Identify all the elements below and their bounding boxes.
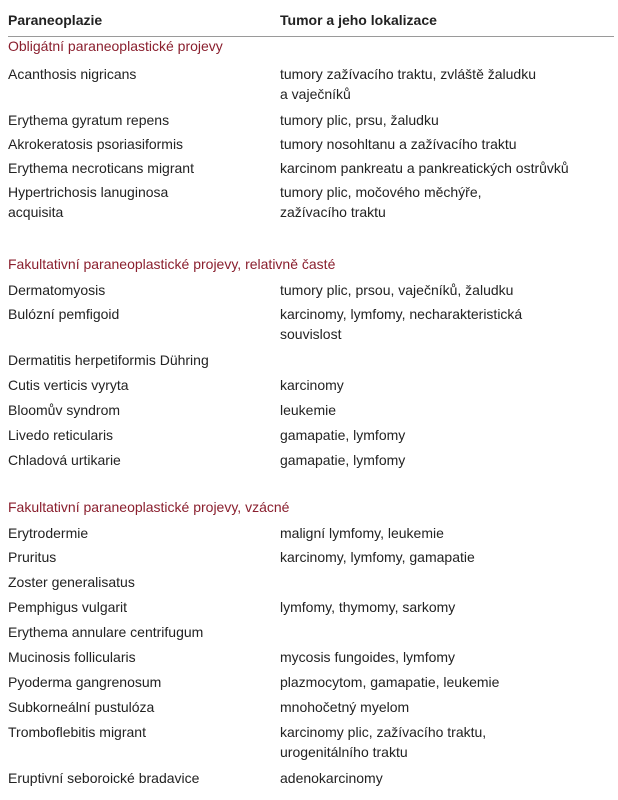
section-title-fakultativni-caste: Fakultativní paraneoplastické projevy, relativně časté — [8, 256, 336, 272]
paraneoplazie-text: Erythema annulare centrifugum — [8, 624, 204, 640]
paraneoplazie-text: Pyoderma gangrenosum — [8, 674, 162, 690]
paraneoplazie-text: Dermatitis herpetiformis Dühring — [8, 352, 209, 368]
paraneoplazie-cell — [8, 350, 273, 370]
paraneoplazie-text: Dermatomyosis — [8, 282, 106, 298]
paraneoplazie-text: Erytrodermie — [8, 525, 89, 541]
paraneoplazie-text: Eruptivní seboroické bradavice — [8, 770, 200, 786]
tumor-text: gamapatie, lymfomy — [280, 427, 406, 443]
tumor-text: adenokarcinomy — [280, 770, 383, 786]
paraneoplazie-cell — [8, 597, 273, 617]
tumor-text: souvislost — [280, 326, 342, 342]
paraneoplazie-text: Cutis verticis vyryta — [8, 377, 129, 393]
paraneoplazie-text: Erythema necroticans migrant — [8, 160, 194, 176]
paraneoplazie-cell — [8, 672, 273, 692]
paraneoplazie-cell — [8, 647, 273, 667]
paraneoplazie-text: Bulózní pemfigoid — [8, 306, 120, 322]
paraneoplazie-text: Pemphigus vulgarit — [8, 599, 128, 615]
tumor-text: karcinom pankreatu a pankreatických ostrůvků — [280, 160, 569, 176]
tumor-text: mycosis fungoides, lymfomy — [280, 649, 456, 665]
tumor-cell — [280, 280, 614, 300]
tumor-cell — [280, 722, 614, 762]
paraneoplazie-cell — [8, 64, 273, 84]
tumor-text: karcinomy, lymfomy, gamapatie — [280, 549, 475, 565]
section-title-obligatni: Obligátní paraneoplastické projevy — [8, 38, 223, 54]
paraneoplazie-text: Chladová urtikarie — [8, 452, 121, 468]
paraneoplazie-text: Erythema gyratum repens — [8, 112, 170, 128]
paraneoplazie-text: Mucinosis follicularis — [8, 649, 136, 665]
tumor-cell — [280, 375, 614, 395]
tumor-cell — [280, 400, 614, 420]
tumor-text: tumory plic, močového měchýře, — [280, 184, 482, 200]
section-title-fakultativni-vzacne: Fakultativní paraneoplastické projevy, vzácné — [8, 499, 290, 515]
header-tumor-lokalizace: Tumor a jeho lokalizace — [280, 12, 437, 28]
header-paraneoplazie: Paraneoplazie — [8, 12, 103, 28]
tumor-text: gamapatie, lymfomy — [280, 452, 406, 468]
tumor-cell — [280, 597, 614, 617]
paraneoplazie-cell — [8, 425, 273, 445]
tumor-text: maligní lymfomy, leukemie — [280, 525, 444, 541]
tumor-cell — [280, 182, 614, 222]
tumor-text: karcinomy plic, zažívacího traktu, — [280, 724, 487, 740]
paraneoplazie-cell — [8, 722, 273, 742]
paraneoplazie-cell — [8, 182, 273, 222]
tumor-cell — [280, 547, 614, 567]
paraneoplazie-cell — [8, 450, 273, 470]
paraneoplazie-text: Bloomův syndrom — [8, 402, 121, 418]
paraneoplazie-text: Zoster generalisatus — [8, 574, 135, 590]
tumor-text: urogenitálního traktu — [280, 744, 408, 760]
tumor-text: a vaječníků — [280, 86, 351, 102]
paraneoplazie-text: Akrokeratosis psoriasiformis — [8, 136, 184, 152]
paraneoplazie-cell — [8, 280, 273, 300]
tumor-text: mnohočetný myelom — [280, 699, 410, 715]
tumor-text: tumory zažívacího traktu, zvláště žaludku — [280, 66, 536, 82]
paraneoplazie-cell — [8, 110, 273, 130]
paraneoplazie-text: Hypertrichosis lanuginosa — [8, 184, 169, 200]
paraneoplazie-text: Subkorneální pustulóza — [8, 699, 155, 715]
tumor-cell — [280, 768, 614, 788]
paraneoplazie-cell — [8, 400, 273, 420]
tumor-text: karcinomy — [280, 377, 344, 393]
tumor-cell — [280, 134, 614, 154]
paraneoplazie-cell — [8, 622, 273, 642]
tumor-cell — [280, 110, 614, 130]
tumor-text: plazmocytom, gamapatie, leukemie — [280, 674, 500, 690]
paraneoplazie-cell — [8, 304, 273, 324]
paraneoplazie-text: Tromboflebitis migrant — [8, 724, 146, 740]
tumor-text: tumory nosohltanu a zažívacího traktu — [280, 136, 517, 152]
table-header — [8, 12, 614, 37]
paraneoplazie-cell — [8, 547, 273, 567]
tumor-cell — [280, 697, 614, 717]
paraneoplazie-cell — [8, 768, 273, 788]
tumor-text: zažívacího traktu — [280, 204, 386, 220]
paraneoplazie-cell — [8, 375, 273, 395]
tumor-text: leukemie — [280, 402, 337, 418]
tumor-cell — [280, 425, 614, 445]
paraneoplazie-cell — [8, 523, 273, 543]
tumor-cell — [280, 64, 614, 104]
tumor-cell — [280, 523, 614, 543]
paraneoplazie-text: Acanthosis nigricans — [8, 66, 137, 82]
paraneoplazie-text: Livedo reticularis — [8, 427, 114, 443]
tumor-cell — [280, 647, 614, 667]
tumor-text: tumory plic, prsou, vaječníků, žaludku — [280, 282, 514, 298]
tumor-cell — [280, 672, 614, 692]
paraneoplazie-cell — [8, 697, 273, 717]
tumor-cell — [280, 158, 614, 178]
tumor-cell — [280, 304, 614, 344]
paraneoplazie-text: Pruritus — [8, 549, 57, 565]
tumor-text: tumory plic, prsu, žaludku — [280, 112, 439, 128]
paraneoplazie-text: acquisita — [8, 204, 64, 220]
paraneoplazie-cell — [8, 134, 273, 154]
paraneoplazie-cell — [8, 158, 273, 178]
tumor-text: karcinomy, lymfomy, necharakteristická — [280, 306, 523, 322]
tumor-cell — [280, 450, 614, 470]
tumor-text: lymfomy, thymomy, sarkomy — [280, 599, 456, 615]
paraneoplazie-cell — [8, 572, 273, 592]
